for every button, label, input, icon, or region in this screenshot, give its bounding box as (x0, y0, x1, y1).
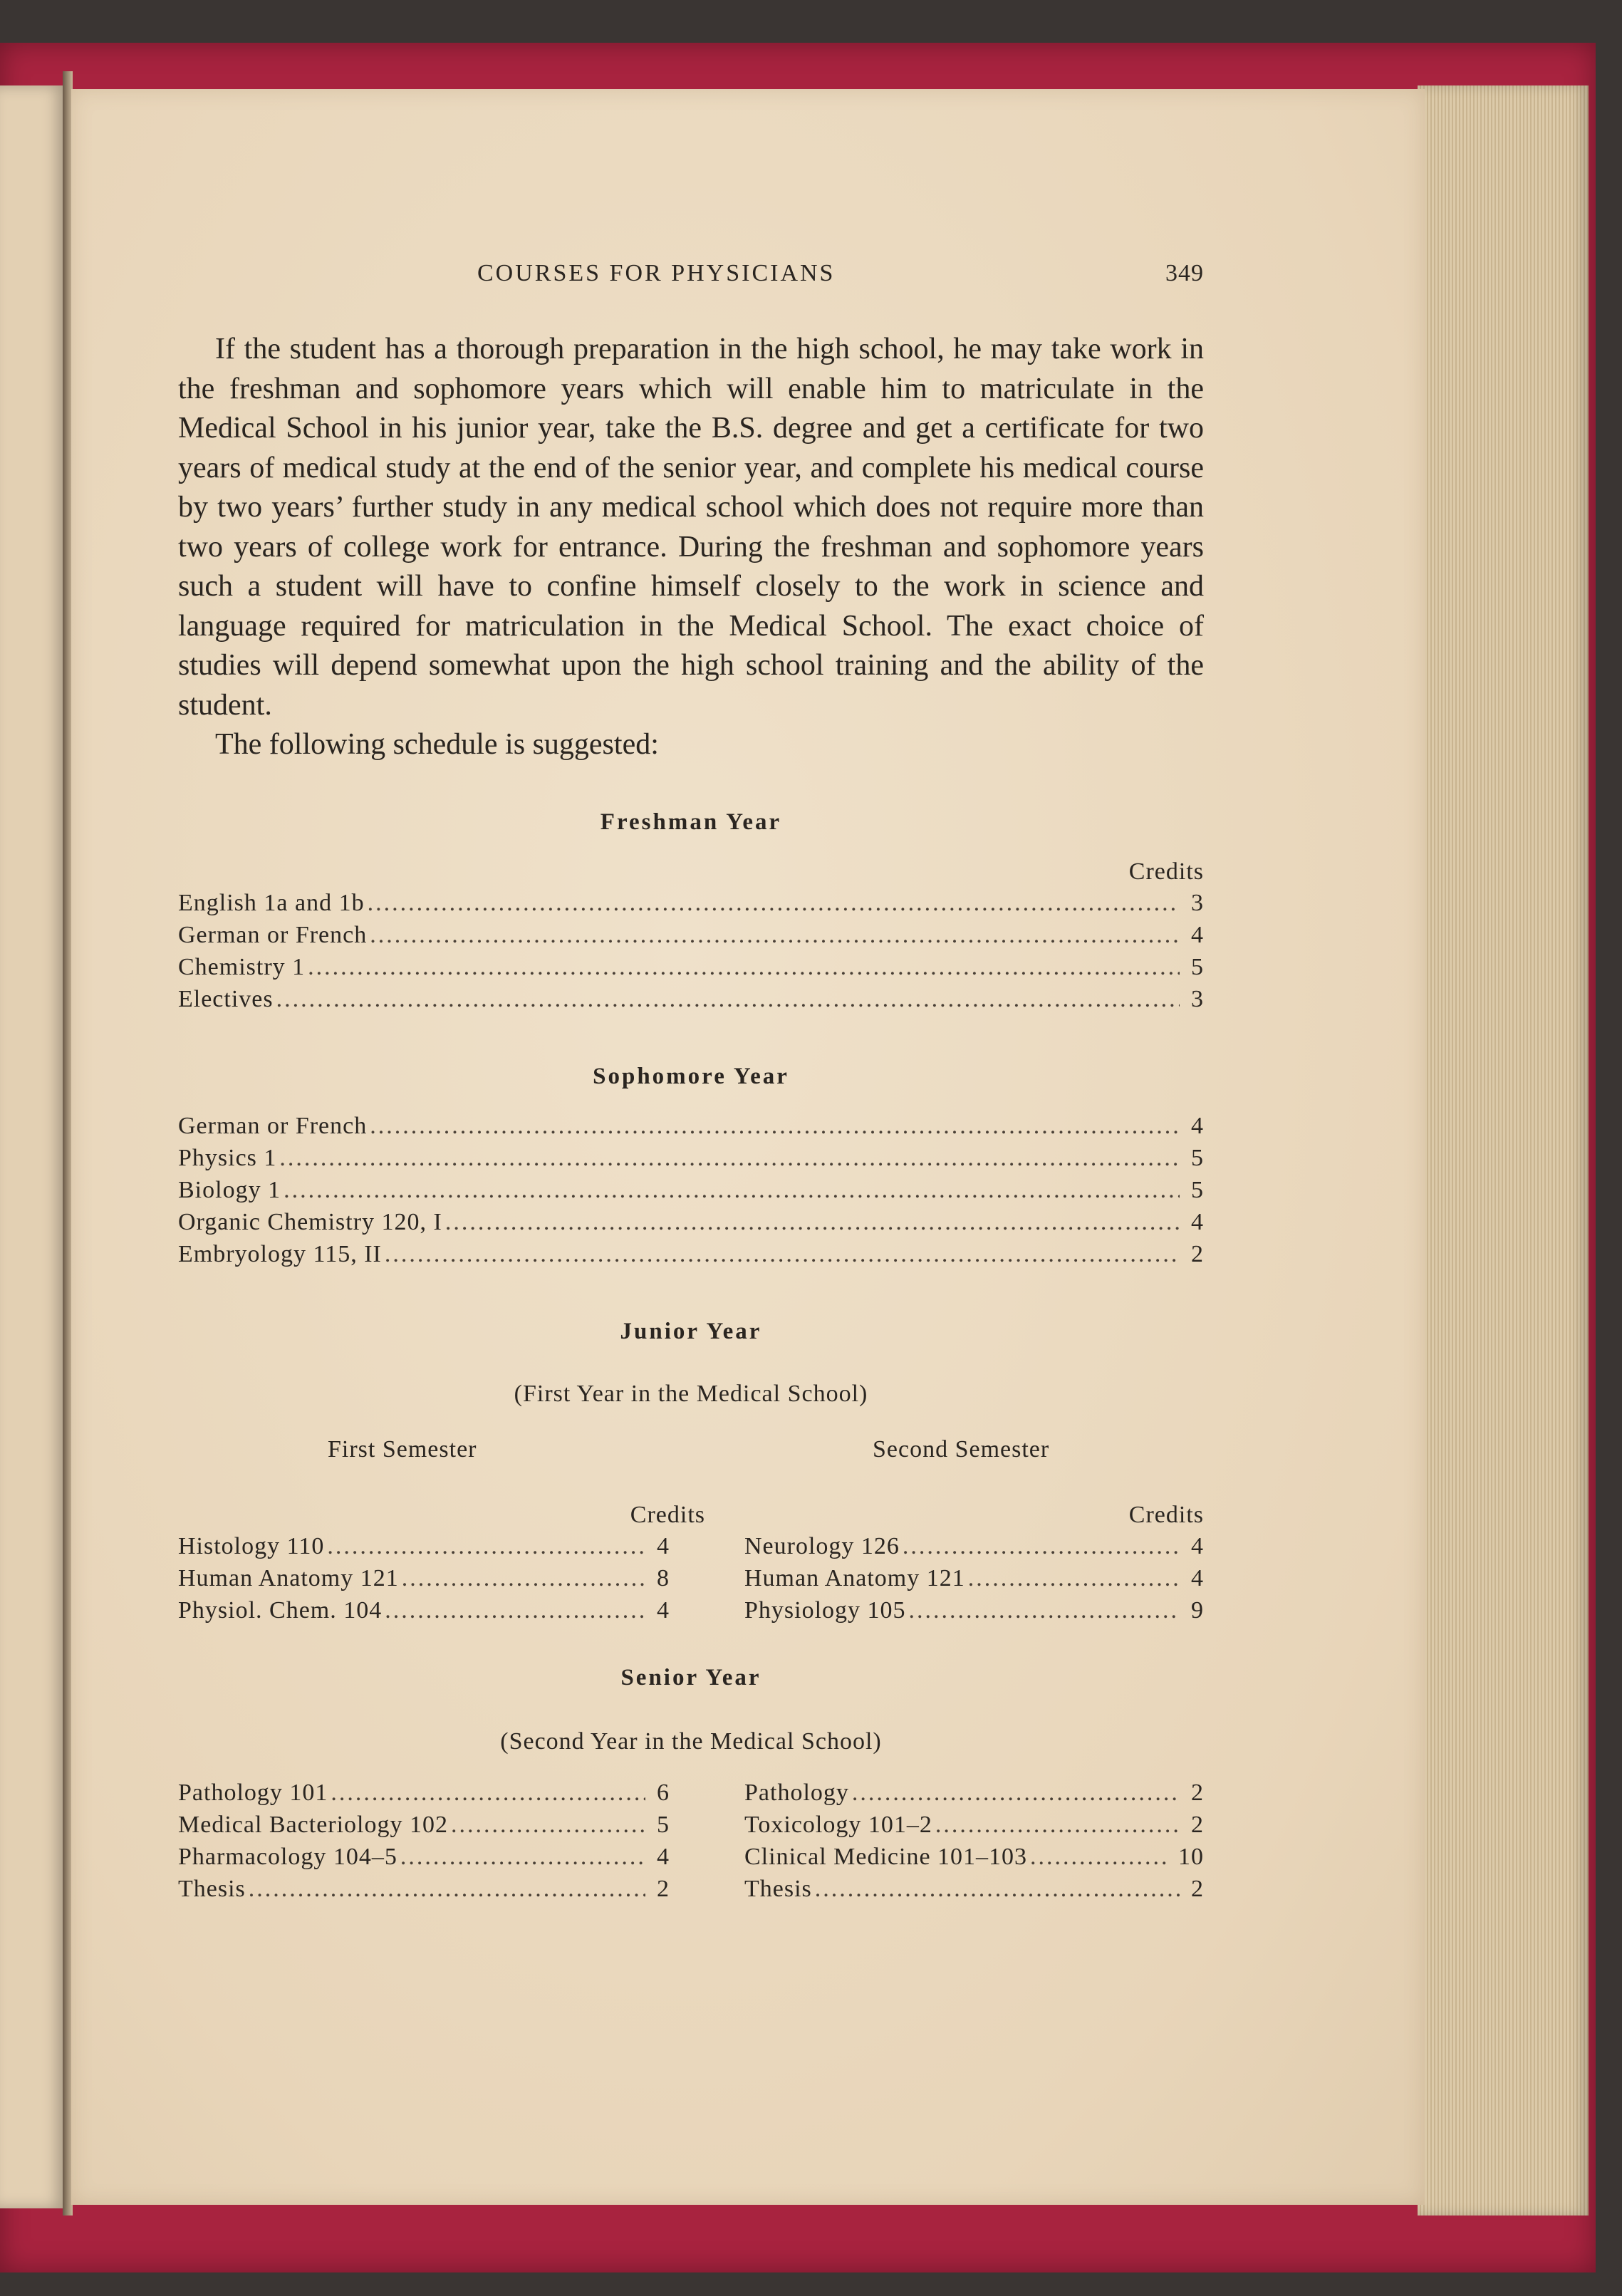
course-row: Embryology 115, II ..... 2 (178, 1238, 1204, 1270)
course-row: Human Anatomy 121 ..... 8 (178, 1562, 670, 1594)
junior-second-semester (744, 1500, 1204, 1626)
junior-heading: Junior Year (620, 1318, 762, 1344)
senior-tables (178, 1777, 1204, 1905)
course-row: Thesis ..... 2 (744, 1873, 1204, 1905)
course-row: Human Anatomy 121 ..... 4 (744, 1562, 1204, 1594)
second-semester-label: Second Semester (873, 1435, 1050, 1463)
course-row: Thesis ..... 2 (178, 1873, 670, 1905)
course-row: Pharmacology 104–5 ..... 4 (178, 1841, 670, 1873)
junior-subtitle: (First Year in the Medical School) (514, 1380, 868, 1407)
senior-second-semester (744, 1777, 1204, 1905)
course-row: Physiol. Chem. 104 ..... 4 (178, 1594, 670, 1626)
junior-semester-headings (178, 1436, 1204, 1463)
running-head (178, 260, 1204, 296)
sophomore-heading: Sophomore Year (593, 1063, 789, 1089)
intro-paragraph: If the student has a thorough preparation in the high school, he may take work in the freshman and sophomore years which will enable him to matriculate in the Medical School in his junior year, take the B.S. degree and get a certificate for two years of medical study at the end of the senior year, and complete his medical course by two years’ further study in any medical school which does not require more than two years of college work for entrance. During the freshman and sophomore years such a student will have to confine himself closely to the work in science and language required for matriculation in the Medical School. The exact choice of studies will depend somewhat upon the high school training and the ability of the student. (178, 333, 1204, 722)
course-row: Organic Chemistry 120, I ..... 4 (178, 1206, 1204, 1238)
senior-first-semester (178, 1777, 670, 1905)
course-row: Neurology 126 ..... 4 (744, 1530, 1204, 1562)
course-row: Pathology 101 ..... 6 (178, 1777, 670, 1809)
course-row: Histology 110 ..... 4 (178, 1530, 670, 1562)
course-row: Chemistry 1 ..... 5 (178, 951, 1204, 983)
freshman-course-list (178, 887, 1204, 1015)
running-head-title: COURSES FOR PHYSICIANS (477, 260, 836, 286)
facing-page-edge (0, 85, 66, 2208)
course-row: Physics 1 ..... 5 (178, 1142, 1204, 1174)
credits-header: Credits (1128, 1501, 1204, 1528)
freshman-heading: Freshman Year (600, 809, 782, 835)
course-row: German or French ..... 4 (178, 1110, 1204, 1142)
senior-subtitle: (Second Year in the Medical School) (500, 1728, 882, 1755)
page-content (178, 260, 1204, 1905)
first-semester-label: First Semester (328, 1435, 477, 1463)
course-row: German or French ..... 4 (178, 919, 1204, 951)
course-row: Biology 1 ..... 5 (178, 1174, 1204, 1206)
course-row: Pathology ..... 2 (744, 1777, 1204, 1809)
junior-tables (178, 1500, 1204, 1626)
credits-header: Credits (630, 1501, 705, 1528)
page-number: 349 (1165, 260, 1204, 286)
page-block-edges (1418, 85, 1589, 2216)
course-row: English 1a and 1b ..... 3 (178, 887, 1204, 919)
course-row: Clinical Medicine 101–103 ..... 10 (744, 1841, 1204, 1873)
schedule-intro: The following schedule is suggested: (215, 728, 659, 761)
credits-header: Credits (1128, 858, 1204, 885)
course-row: Medical Bacteriology 102 ..... 5 (178, 1809, 670, 1841)
sophomore-course-list (178, 1110, 1204, 1270)
junior-first-semester (178, 1500, 705, 1626)
course-row: Electives ..... 3 (178, 983, 1204, 1015)
body-text (178, 330, 1204, 765)
course-row: Physiology 105 ..... 9 (744, 1594, 1204, 1626)
book-page (71, 89, 1425, 2205)
senior-heading: Senior Year (620, 1664, 761, 1690)
course-row: Toxicology 101–2 ..... 2 (744, 1809, 1204, 1841)
